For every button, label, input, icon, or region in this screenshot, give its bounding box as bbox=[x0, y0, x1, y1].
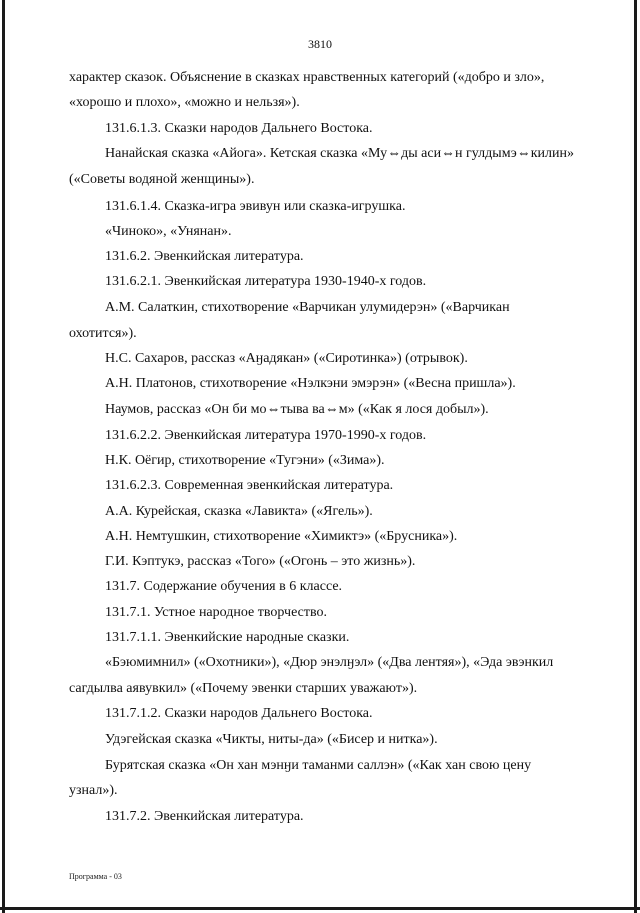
footer-label: Программа - 03 bbox=[69, 872, 122, 881]
text-line: узнал»). bbox=[69, 783, 118, 798]
text-line: «Чиноко», «Унянан». bbox=[105, 224, 232, 239]
section-heading: 131.7. Содержание обучения в 6 классе. bbox=[105, 579, 343, 594]
text-line: охотится»). bbox=[69, 326, 137, 341]
text-line: Г.И. Кэптукэ, рассказ «Того» («Огонь – это жизнь»). bbox=[105, 554, 416, 569]
section-heading: 131.6.1.4. Сказка-игра эвивун или сказка-игрушка. bbox=[105, 199, 406, 214]
text-line: Н.С. Сахаров, рассказ «Аӈадякан» («Сиротинка») (отрывок). bbox=[105, 351, 468, 366]
text-fragment: характер сказок. Объяснение в сказках нравственных категорий («добро и зло», bbox=[69, 70, 545, 85]
section-heading: 131.7.2. Эвенкийская литература. bbox=[105, 809, 304, 824]
text-line: Н.К. Оёгир, стихотворение «Тугэни» («Зима»). bbox=[105, 453, 385, 468]
page-number: 3810 bbox=[308, 37, 332, 51]
section-heading: 131.6.2.3. Современная эвенкийская литература. bbox=[105, 478, 394, 493]
text-line: А.Н. Немтушкин, стихотворение «Химиктэ» («Брусника»). bbox=[105, 529, 458, 544]
scan-right-edge bbox=[634, 0, 637, 913]
text-line: А.А. Курейская, сказка «Лавикта» («Ягель»). bbox=[105, 504, 373, 519]
section-heading: 131.6.2.2. Эвенкийская литература 1970-1990-х годов. bbox=[105, 428, 427, 443]
section-heading: 131.6.2.1. Эвенкийская литература 1930-1940-х годов. bbox=[105, 274, 427, 289]
text-line: Бурятская сказка «Он хан мэнӈи таманми саллэн» («Как хан свою цену bbox=[105, 758, 532, 773]
text-line: А.Н. Платонов, стихотворение «Нэлкэни эмэрэн» («Весна пришла»). bbox=[105, 376, 516, 391]
text-line: Наумов, рассказ «Он би мо⇔тыва ва⇔м» («Как я лося добыл»). bbox=[105, 402, 489, 417]
section-heading: 131.7.1.1. Эвенкийские народные сказки. bbox=[105, 630, 350, 645]
text-line: «Бэюмимнил» («Охотники»), «Дюр энэлӈэл» («Два лентяя»), «Эда эвэнкил bbox=[105, 655, 554, 670]
section-heading: 131.6.1.3. Сказки народов Дальнего Востока. bbox=[105, 121, 373, 136]
section-heading: 131.6.2. Эвенкийская литература. bbox=[105, 249, 304, 264]
text-line: А.М. Салаткин, стихотворение «Варчикан улумидерэн» («Варчикан bbox=[105, 300, 510, 315]
text-line: Нанайская сказка «Айога». Кетская сказка «Му⇔ды аси⇔н гулдымэ⇔килин» bbox=[105, 146, 574, 161]
text-line: сагдылва аявувкил» («Почему эвенки старших уважают»). bbox=[69, 681, 418, 696]
scan-left-edge bbox=[2, 0, 5, 913]
section-heading: 131.7.1. Устное народное творчество. bbox=[105, 605, 327, 620]
text-line: («Советы водяной женщины»). bbox=[69, 172, 255, 187]
text-line: «хорошо и плохо», «можно и нельзя»). bbox=[69, 95, 300, 110]
scan-bottom-edge bbox=[0, 907, 640, 910]
text-line: Удэгейская сказка «Чикты, ниты-да» («Бисер и нитка»). bbox=[105, 732, 438, 747]
text-line bbox=[69, 70, 572, 86]
section-heading: 131.7.1.2. Сказки народов Дальнего Востока. bbox=[105, 706, 373, 721]
